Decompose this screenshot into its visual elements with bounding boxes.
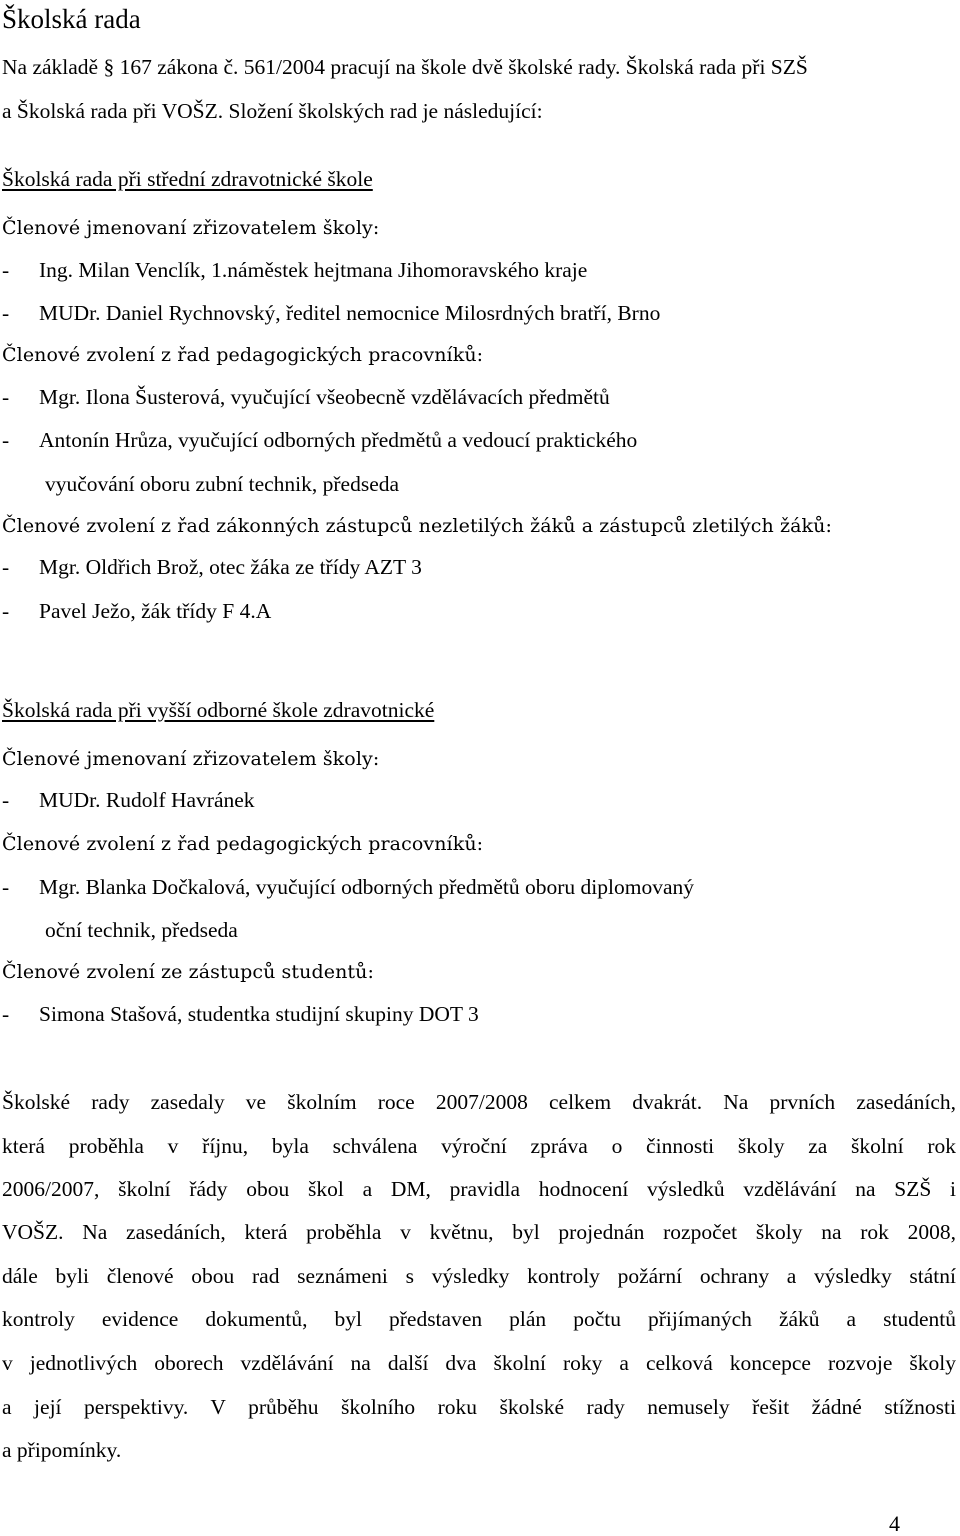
szs-parents-label: Členové zvolení z řad zákonných zástupců nezletilých žáků a zástupců zletilých žáků: bbox=[2, 515, 832, 537]
szs-teachers-label: Členové zvolení z řad pedagogických pracovníků: bbox=[2, 344, 484, 366]
list-item-text: Mgr. Ilona Šusterová, vyučující všeobecně vzdělávacích předmětů bbox=[39, 385, 610, 409]
list-dash: - bbox=[2, 599, 10, 623]
summary-line: a připomínky. bbox=[2, 1438, 122, 1462]
summary-line: 2006/2007, školní řády obou škol a DM, pravidla hodnocení výsledků vzdělávání na SZŠ i bbox=[2, 1177, 956, 1201]
summary-line: Školské rady zasedaly ve školním roce 2007/2008 celkem dvakrát. Na prvních zasedáních, bbox=[2, 1090, 956, 1114]
list-dash: - bbox=[2, 1002, 10, 1026]
list-dash: - bbox=[2, 258, 10, 282]
list-dash: - bbox=[2, 301, 10, 325]
list-item bbox=[2, 1000, 479, 1028]
list-item bbox=[2, 299, 660, 327]
summary-line: kontroly evidence dokumentů, byl představen plán počtu přijímaných žáků a studentů bbox=[2, 1307, 956, 1331]
summary-line: dále byli členové obou rad seznámeni s výsledky kontroly požární ochrany a výsledky státní bbox=[2, 1264, 956, 1288]
summary-line: která proběhla v říjnu, byla schválena výroční zpráva o činnosti školy za školní rok bbox=[2, 1134, 956, 1158]
intro-line-2: a Školská rada při VOŠZ. Složení školských rad je následující: bbox=[2, 99, 543, 123]
list-dash: - bbox=[2, 788, 10, 812]
list-item-text: Pavel Ježo, žák třídy F 4.A bbox=[39, 599, 272, 623]
voszs-appointed-label: Členové jmenovaní zřizovatelem školy: bbox=[2, 748, 380, 770]
list-item bbox=[2, 786, 255, 814]
list-item bbox=[2, 873, 694, 901]
list-dash: - bbox=[2, 428, 10, 452]
list-item-text: MUDr. Daniel Rychnovský, ředitel nemocnice Milosrdných bratří, Brno bbox=[39, 301, 661, 325]
summary-line: v jednotlivých oborech vzdělávání na další dva školní roky a celková koncepce rozvoje školy bbox=[2, 1351, 956, 1375]
list-item-text: Ing. Milan Venclík, 1.náměstek hejtmana Jihomoravského kraje bbox=[39, 258, 588, 282]
list-item-text: Antonín Hrůza, vyučující odborných předmětů a vedoucí praktického bbox=[39, 428, 638, 452]
szs-appointed-label: Členové jmenovaní zřizovatelem školy: bbox=[2, 217, 380, 239]
summary-line: a její perspektivy. V průběhu školního roku školské rady nemusely řešit žádné stížnosti bbox=[2, 1395, 956, 1419]
list-item-text: Simona Stašová, studentka studijní skupiny DOT 3 bbox=[39, 1002, 479, 1026]
list-item bbox=[2, 383, 610, 411]
list-item-continuation: vyučování oboru zubní technik, předseda bbox=[45, 472, 400, 496]
list-item-text: Mgr. Oldřich Brož, otec žáka ze třídy AZT 3 bbox=[39, 555, 422, 579]
list-item-continuation: oční technik, předseda bbox=[45, 918, 238, 942]
list-dash: - bbox=[2, 555, 10, 579]
list-item bbox=[2, 426, 637, 454]
voszs-students-label: Členové zvolení ze zástupců studentů: bbox=[2, 961, 374, 983]
list-item bbox=[2, 597, 271, 625]
list-item bbox=[2, 256, 587, 284]
voszs-section-heading: Školská rada při vyšší odborné škole zdravotnické bbox=[2, 698, 435, 722]
list-item-text: MUDr. Rudolf Havránek bbox=[39, 788, 255, 812]
list-dash: - bbox=[2, 385, 10, 409]
szs-section-heading: Školská rada při střední zdravotnické škole bbox=[2, 167, 373, 191]
page-title: Školská rada bbox=[2, 4, 141, 34]
intro-line-1: Na základě § 167 zákona č. 561/2004 pracují na škole dvě školské rady. Školská rada při SZŠ bbox=[2, 55, 808, 79]
list-item bbox=[2, 553, 422, 581]
page-number: 4 bbox=[889, 1511, 900, 1536]
list-item-text: Mgr. Blanka Dočkalová, vyučující odborných předmětů oboru diplomovaný bbox=[39, 875, 695, 899]
voszs-teachers-label: Členové zvolení z řad pedagogických pracovníků: bbox=[2, 833, 484, 855]
list-dash: - bbox=[2, 875, 10, 899]
summary-line: VOŠZ. Na zasedáních, která proběhla v květnu, byl projednán rozpočet školy na rok 2008, bbox=[2, 1220, 956, 1244]
